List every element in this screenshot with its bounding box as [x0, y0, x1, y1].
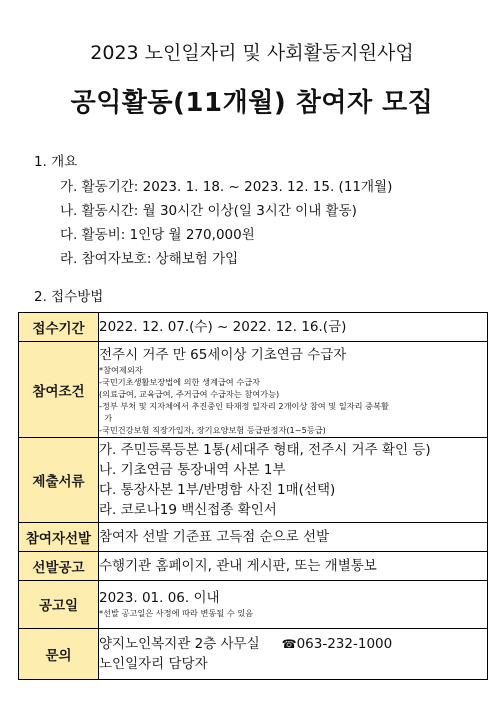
document-item: 나. 기초연금 통장내역 사본 1부	[99, 461, 286, 478]
notice-date-note: *선발 공고일은 사정에 따라 변동될 수 있음	[99, 608, 254, 619]
application-table	[18, 312, 488, 680]
contact-cell	[99, 628, 488, 679]
conditions-note: -국민기초생활보장법에 의한 생계급여 수급자	[99, 376, 261, 387]
announce-label: 선발공고	[19, 551, 99, 580]
overview-pay: 다. 활동비: 1인당 월 270,000원	[60, 227, 255, 243]
document-item: 다. 통장사본 1부/반명함 사진 1매(선택)	[99, 481, 336, 498]
conditions-main: 전주시 거주 만 65세이상 기초연금 수급자	[99, 346, 347, 363]
conditions-label: 참여조건	[19, 342, 99, 438]
page-title: 공익활동(11개월) 참여자 모집	[70, 88, 434, 118]
overview-hours: 나. 활동시간: 월 30시간 이상(일 3시간 이내 활동)	[60, 203, 357, 219]
conditions-note: -정부 부처 및 지자체에서 추진중인 타재정 일자리 2개이상 참여 및 일자리 중복활	[99, 400, 389, 411]
contact-place: 양지노인복지관 2층 사무실	[99, 635, 260, 652]
documents-label: 제출서류	[19, 438, 99, 522]
document-item: 가. 주민등록등본 1통(세대주 형태, 전주시 거주 확인 등)	[99, 441, 431, 458]
notice-date-value: 2023. 01. 06. 이내	[99, 590, 220, 607]
period-label: 접수기간	[19, 313, 99, 342]
selection-label: 참여자선발	[19, 522, 99, 551]
overview-period: 가. 활동기간: 2023. 1. 18. ~ 2023. 12. 15. (11개월)	[60, 179, 393, 195]
notice-date-label: 공고일	[19, 580, 99, 628]
period-value: 2022. 12. 07.(수) ~ 2022. 12. 16.(금)	[99, 313, 488, 342]
documents-cell	[99, 438, 488, 522]
notice-date-cell	[99, 580, 488, 628]
contact-person: 노인일자리 담당자	[99, 655, 208, 672]
section-application-title: 2. 접수방법	[34, 289, 104, 305]
section-overview-title: 1. 개요	[34, 154, 78, 170]
contact-label: 문의	[19, 628, 99, 679]
conditions-note: (의료급여, 교육급여, 주거급여 수급자는 참여가능)	[99, 388, 280, 399]
conditions-note: 가	[99, 412, 113, 423]
contact-phone: 063-232-1000	[296, 635, 393, 652]
conditions-cell	[99, 342, 488, 438]
telephone-icon: ☎	[281, 636, 297, 651]
selection-value: 참여자 선발 기준표 고득점 순으로 선발	[99, 522, 488, 551]
conditions-note: -국민건강보험 직장가입자, 장기요양보험 등급판정자(1~5등급)	[99, 424, 326, 435]
subtitle-program: 2023 노인일자리 및 사회활동지원사업	[90, 42, 414, 64]
overview-insurance: 라. 참여자보호: 상해보험 가입	[60, 251, 239, 267]
document-item: 라. 코로나19 백신접종 확인서	[99, 501, 277, 518]
announce-value: 수행기관 홈페이지, 관내 게시판, 또는 개별통보	[99, 551, 488, 580]
conditions-note: *참여제외자	[99, 364, 143, 375]
